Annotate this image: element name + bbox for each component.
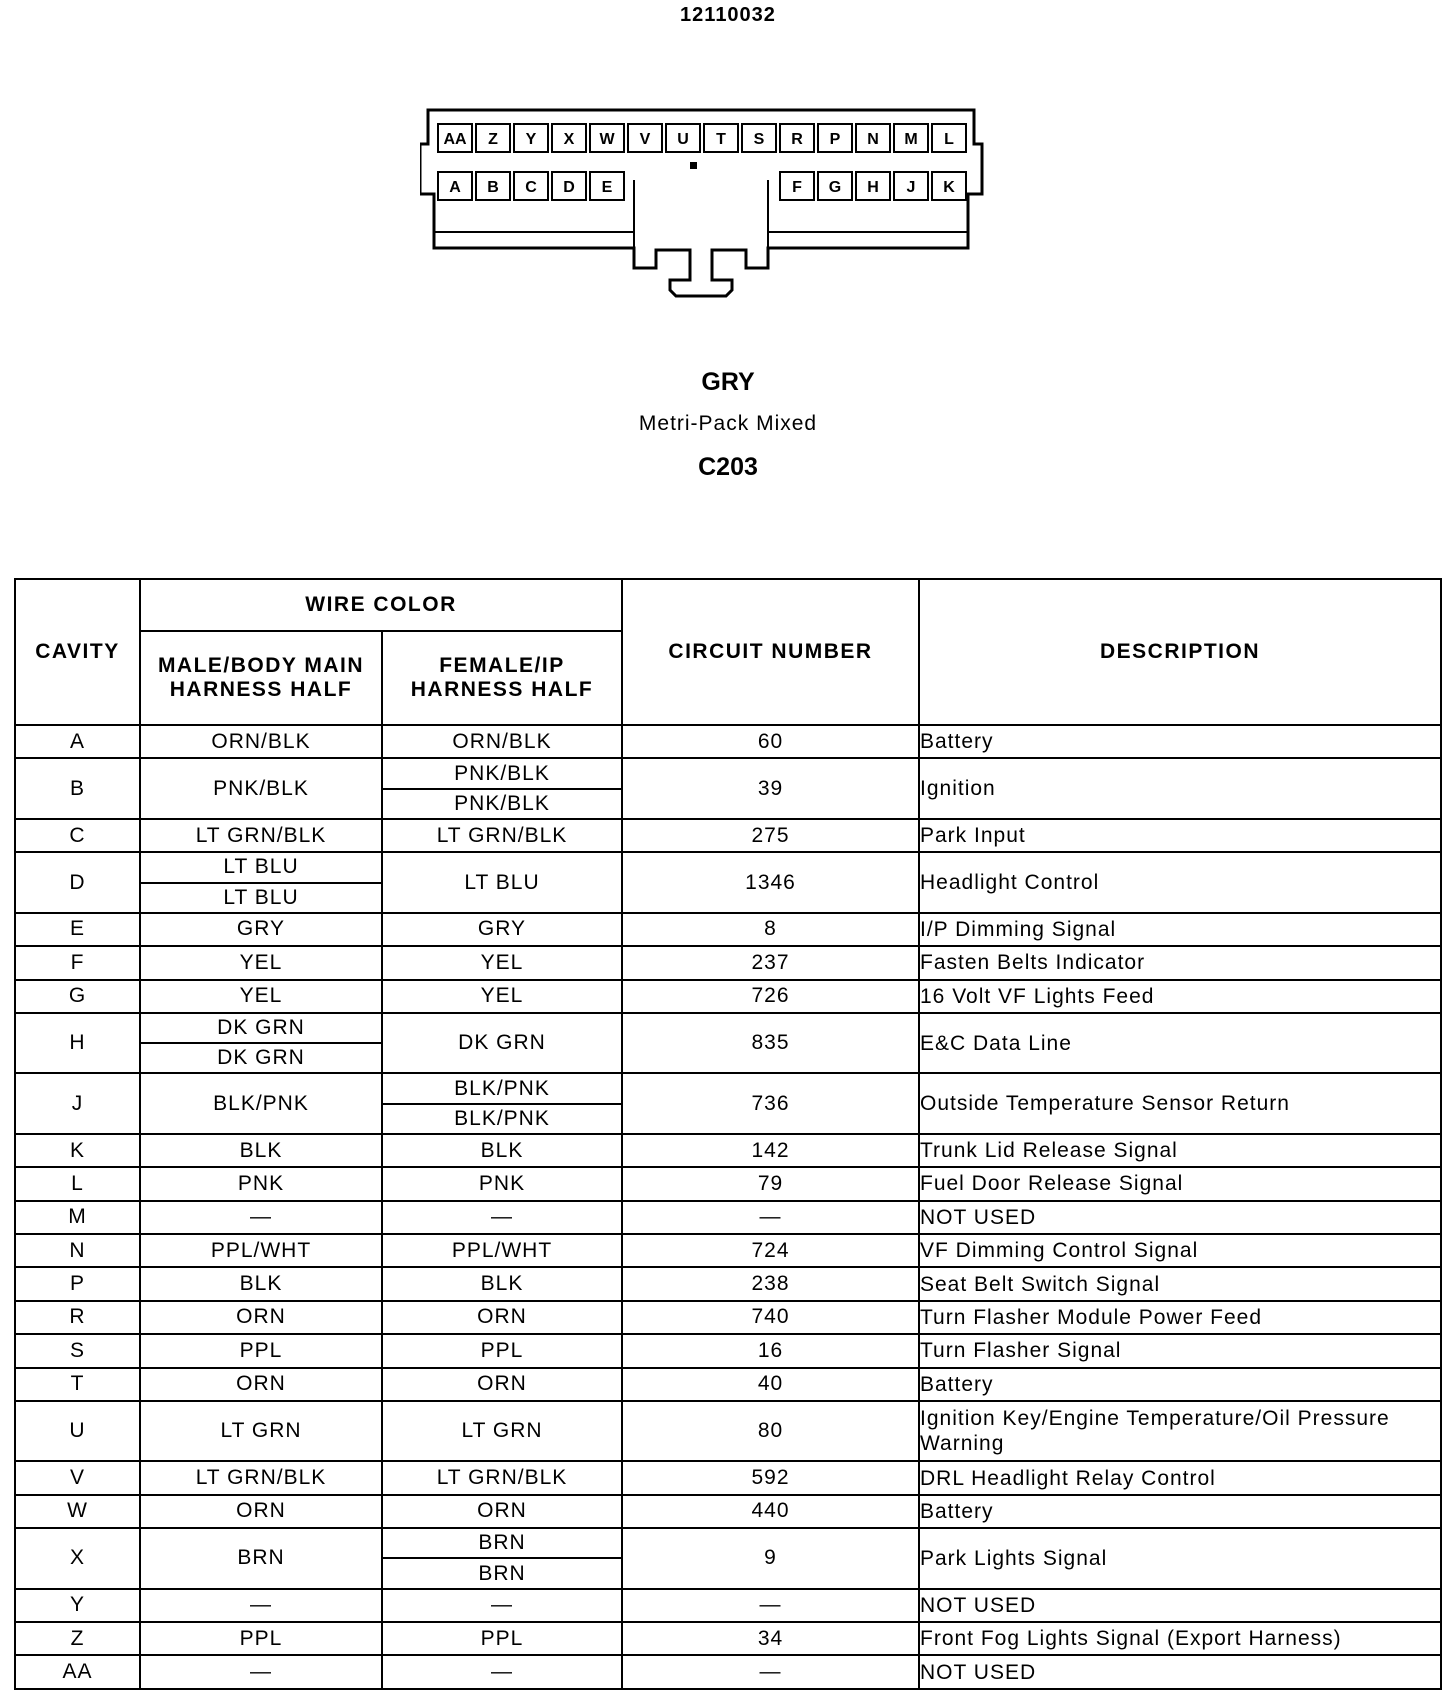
cavity-cell: M — [15, 1201, 140, 1234]
female-wire-color: ORN/BLK — [382, 725, 622, 758]
cavity-cell: R — [15, 1301, 140, 1334]
male-wire-color: PNK/BLK — [140, 758, 382, 819]
description-cell: NOT USED — [919, 1655, 1441, 1689]
circuit-number-cell: 835 — [622, 1013, 919, 1074]
circuit-number-cell: 39 — [622, 758, 919, 819]
female-wire-color: BLK — [382, 1267, 622, 1300]
description-cell: Turn Flasher Module Power Feed — [919, 1301, 1441, 1334]
female-wire-color: LT GRN/BLK — [382, 819, 622, 852]
male-wire-color: LT GRN/BLK — [140, 819, 382, 852]
svg-text:A: A — [449, 179, 461, 196]
header-circuit-number: CIRCUIT NUMBER — [622, 579, 919, 725]
description-cell: Outside Temperature Sensor Return — [919, 1073, 1441, 1134]
cavity-cell: U — [15, 1401, 140, 1462]
male-wire-color — [140, 1013, 382, 1074]
male-wire-color: ORN — [140, 1495, 382, 1528]
circuit-number-cell: 8 — [622, 913, 919, 946]
circuit-number-cell: 592 — [622, 1461, 919, 1494]
description-cell: Park Input — [919, 819, 1441, 852]
description-cell: Park Lights Signal — [919, 1528, 1441, 1589]
cavity-G — [818, 172, 852, 200]
header-female-half: FEMALE/IP HARNESS HALF — [382, 631, 622, 725]
cavity-P — [818, 124, 852, 152]
table-row — [15, 1201, 1441, 1234]
female-wire-color — [382, 1528, 622, 1589]
female-wire-color: — — [382, 1201, 622, 1234]
cavity-cell: P — [15, 1267, 140, 1300]
table-row — [15, 1495, 1441, 1528]
table-row — [15, 819, 1441, 852]
svg-text:D: D — [563, 179, 575, 196]
cavity-W — [590, 124, 624, 152]
table-row — [15, 1013, 1441, 1074]
cavity-cell: T — [15, 1368, 140, 1401]
svg-text:S: S — [753, 131, 765, 148]
table-row — [15, 725, 1441, 758]
cavity-cell: N — [15, 1234, 140, 1267]
male-wire-color: ORN — [140, 1368, 382, 1401]
female-wire-color: LT GRN — [382, 1401, 622, 1462]
female-wire-color-wire: PNK/BLK — [383, 788, 621, 818]
cavity-cell: H — [15, 1013, 140, 1074]
male-wire-color: PPL — [140, 1334, 382, 1367]
description-cell: Ignition — [919, 758, 1441, 819]
female-wire-color: PNK — [382, 1167, 622, 1200]
table-row — [15, 1528, 1441, 1589]
circuit-number-cell: — — [622, 1201, 919, 1234]
circuit-number-cell: 736 — [622, 1073, 919, 1134]
cavity-cell: X — [15, 1528, 140, 1589]
female-wire-color: DK GRN — [382, 1013, 622, 1074]
male-wire-color: — — [140, 1655, 382, 1689]
description-cell: NOT USED — [919, 1589, 1441, 1622]
svg-text:X: X — [563, 131, 575, 148]
cavity-cell: Z — [15, 1622, 140, 1655]
female-wire-color: — — [382, 1589, 622, 1622]
cavity-cell: C — [15, 819, 140, 852]
svg-text:L: L — [944, 131, 954, 148]
cavity-cell: AA — [15, 1655, 140, 1689]
table-row — [15, 913, 1441, 946]
bottom-row-right-cavities — [780, 172, 966, 200]
description-cell: Front Fog Lights Signal (Export Harness) — [919, 1622, 1441, 1655]
table-row — [15, 980, 1441, 1013]
cavity-H — [856, 172, 890, 200]
male-wire-color-wire: DK GRN — [217, 1016, 305, 1039]
svg-text:Z: Z — [488, 131, 498, 148]
table-row — [15, 1401, 1441, 1462]
description-cell: NOT USED — [919, 1201, 1441, 1234]
svg-text:W: W — [599, 131, 615, 148]
circuit-number-cell: 9 — [622, 1528, 919, 1589]
cavity-T — [704, 124, 738, 152]
svg-text:H: H — [867, 179, 879, 196]
svg-text:Y: Y — [525, 131, 537, 148]
cavity-cell: B — [15, 758, 140, 819]
pinout-table — [14, 578, 1442, 1690]
cavity-R — [780, 124, 814, 152]
cavity-S — [742, 124, 776, 152]
female-wire-color: ORN — [382, 1368, 622, 1401]
male-wire-color: — — [140, 1589, 382, 1622]
header-cavity: CAVITY — [15, 579, 140, 725]
description-cell: E&C Data Line — [919, 1013, 1441, 1074]
cavity-N — [856, 124, 890, 152]
male-wire-color: ORN/BLK — [140, 725, 382, 758]
description-cell: VF Dimming Control Signal — [919, 1234, 1441, 1267]
circuit-number-cell: 440 — [622, 1495, 919, 1528]
male-wire-color-wire: LT BLU — [223, 855, 299, 879]
description-cell: Ignition Key/Engine Temperature/Oil Pressure Warning — [919, 1401, 1441, 1462]
description-cell: Battery — [919, 725, 1441, 758]
svg-text:J: J — [906, 179, 916, 196]
cavity-F — [780, 172, 814, 200]
circuit-number-cell: 238 — [622, 1267, 919, 1300]
cavity-cell: Y — [15, 1589, 140, 1622]
description-cell: Fasten Belts Indicator — [919, 946, 1441, 979]
description-cell: 16 Volt VF Lights Feed — [919, 980, 1441, 1013]
connector-color: GRY — [701, 368, 755, 396]
cavity-L — [932, 124, 966, 152]
cavity-cell: D — [15, 852, 140, 913]
table-row — [15, 1655, 1441, 1689]
circuit-number-cell: 740 — [622, 1301, 919, 1334]
female-wire-color-wire: PNK/BLK — [454, 761, 550, 785]
circuit-number-cell: — — [622, 1655, 919, 1689]
description-cell: Battery — [919, 1495, 1441, 1528]
cavity-B — [476, 172, 510, 200]
description-cell: DRL Headlight Relay Control — [919, 1461, 1441, 1494]
table-row — [15, 1589, 1441, 1622]
svg-text:P: P — [829, 131, 841, 148]
table-row — [15, 1368, 1441, 1401]
connector-face-diagram — [420, 100, 1040, 305]
svg-text:V: V — [639, 131, 651, 148]
part-number: 12110032 — [680, 4, 776, 26]
description-cell: Headlight Control — [919, 852, 1441, 913]
female-wire-color — [382, 758, 622, 819]
circuit-number-cell: 79 — [622, 1167, 919, 1200]
svg-text:B: B — [487, 179, 499, 196]
circuit-number-cell: 142 — [622, 1134, 919, 1167]
cavity-cell: E — [15, 913, 140, 946]
svg-text:G: G — [828, 179, 842, 196]
female-wire-color-wire: BRN — [478, 1531, 526, 1555]
male-wire-color: PNK — [140, 1167, 382, 1200]
circuit-number-cell: — — [622, 1589, 919, 1622]
female-wire-color: ORN — [382, 1301, 622, 1334]
male-wire-color: ORN — [140, 1301, 382, 1334]
cavity-cell: K — [15, 1134, 140, 1167]
cavity-V — [628, 124, 662, 152]
table-row — [15, 1167, 1441, 1200]
svg-text:M: M — [904, 131, 918, 148]
description-cell: Fuel Door Release Signal — [919, 1167, 1441, 1200]
svg-text:K: K — [943, 179, 955, 196]
cavity-cell: S — [15, 1334, 140, 1367]
cavity-J — [894, 172, 928, 200]
description-cell: I/P Dimming Signal — [919, 913, 1441, 946]
table-row — [15, 1267, 1441, 1300]
cavity-cell: V — [15, 1461, 140, 1494]
female-wire-color: PPL — [382, 1622, 622, 1655]
cavity-U — [666, 124, 700, 152]
description-cell: Turn Flasher Signal — [919, 1334, 1441, 1367]
circuit-number-cell: 1346 — [622, 852, 919, 913]
svg-text:U: U — [677, 131, 689, 148]
cavity-A — [438, 172, 472, 200]
male-wire-color: BLK — [140, 1134, 382, 1167]
circuit-number-cell: 275 — [622, 819, 919, 852]
cavity-cell: J — [15, 1073, 140, 1134]
table-row — [15, 946, 1441, 979]
pinout-rows — [15, 725, 1441, 1689]
male-wire-color: LT GRN — [140, 1401, 382, 1462]
connector-id: C203 — [698, 453, 758, 481]
table-row — [15, 1234, 1441, 1267]
female-wire-color-wire: BLK/PNK — [454, 1076, 550, 1100]
male-wire-color: PPL/WHT — [140, 1234, 382, 1267]
cavity-cell: W — [15, 1495, 140, 1528]
table-row — [15, 852, 1441, 913]
male-wire-color — [140, 852, 382, 913]
table-row — [15, 1334, 1441, 1367]
male-wire-color-wire: LT BLU — [141, 882, 381, 912]
male-wire-color: — — [140, 1201, 382, 1234]
table-row — [15, 1461, 1441, 1494]
header-description: DESCRIPTION — [919, 579, 1441, 725]
table-row — [15, 1134, 1441, 1167]
header-wire-color: WIRE COLOR — [140, 579, 622, 631]
female-wire-color — [382, 1073, 622, 1134]
circuit-number-cell: 80 — [622, 1401, 919, 1462]
female-wire-color-wire: BRN — [383, 1557, 621, 1587]
female-wire-color-wire: BLK/PNK — [383, 1103, 621, 1133]
male-wire-color: YEL — [140, 946, 382, 979]
cavity-K — [932, 172, 966, 200]
circuit-number-cell: 34 — [622, 1622, 919, 1655]
female-wire-color: LT BLU — [382, 852, 622, 913]
cavity-C — [514, 172, 548, 200]
cavity-Z — [476, 124, 510, 152]
cavity-cell: L — [15, 1167, 140, 1200]
male-wire-color: PPL — [140, 1622, 382, 1655]
svg-text:E: E — [601, 179, 613, 196]
description-cell: Seat Belt Switch Signal — [919, 1267, 1441, 1300]
female-wire-color: — — [382, 1655, 622, 1689]
female-wire-color: YEL — [382, 980, 622, 1013]
male-wire-color: YEL — [140, 980, 382, 1013]
cavity-Y — [514, 124, 548, 152]
female-wire-color: PPL/WHT — [382, 1234, 622, 1267]
male-wire-color: BLK/PNK — [140, 1073, 382, 1134]
circuit-number-cell: 726 — [622, 980, 919, 1013]
female-wire-color: YEL — [382, 946, 622, 979]
cavity-M — [894, 124, 928, 152]
cavity-X — [552, 124, 586, 152]
table-row — [15, 1073, 1441, 1134]
female-wire-color: PPL — [382, 1334, 622, 1367]
cavity-cell: A — [15, 725, 140, 758]
svg-text:C: C — [525, 179, 537, 196]
circuit-number-cell: 60 — [622, 725, 919, 758]
connector-type: Metri-Pack Mixed — [638, 412, 818, 435]
table-row — [15, 758, 1441, 819]
male-wire-color: BRN — [140, 1528, 382, 1589]
svg-text:R: R — [791, 131, 803, 148]
cavity-AA — [438, 124, 472, 152]
top-row-cavities — [438, 124, 966, 152]
header-male-half: MALE/BODY MAIN HARNESS HALF — [140, 631, 382, 725]
female-wire-color: LT GRN/BLK — [382, 1461, 622, 1494]
circuit-number-cell: 237 — [622, 946, 919, 979]
cavity-cell: G — [15, 980, 140, 1013]
description-cell: Battery — [919, 1368, 1441, 1401]
male-wire-color-wire: DK GRN — [141, 1042, 381, 1072]
male-wire-color: LT GRN/BLK — [140, 1461, 382, 1494]
description-cell: Trunk Lid Release Signal — [919, 1134, 1441, 1167]
male-wire-color: GRY — [140, 913, 382, 946]
circuit-number-cell: 40 — [622, 1368, 919, 1401]
female-wire-color: GRY — [382, 913, 622, 946]
cavity-D — [552, 172, 586, 200]
circuit-number-cell: 724 — [622, 1234, 919, 1267]
female-wire-color: ORN — [382, 1495, 622, 1528]
svg-text:F: F — [792, 179, 802, 196]
cavity-E — [590, 172, 624, 200]
table-row — [15, 1301, 1441, 1334]
cavity-cell: F — [15, 946, 140, 979]
male-wire-color: BLK — [140, 1267, 382, 1300]
table-row — [15, 1622, 1441, 1655]
circuit-number-cell: 16 — [622, 1334, 919, 1367]
female-wire-color: BLK — [382, 1134, 622, 1167]
bottom-row-left-cavities — [438, 172, 624, 200]
svg-text:N: N — [867, 131, 879, 148]
svg-text:AA: AA — [443, 131, 467, 148]
svg-text:T: T — [716, 131, 726, 148]
